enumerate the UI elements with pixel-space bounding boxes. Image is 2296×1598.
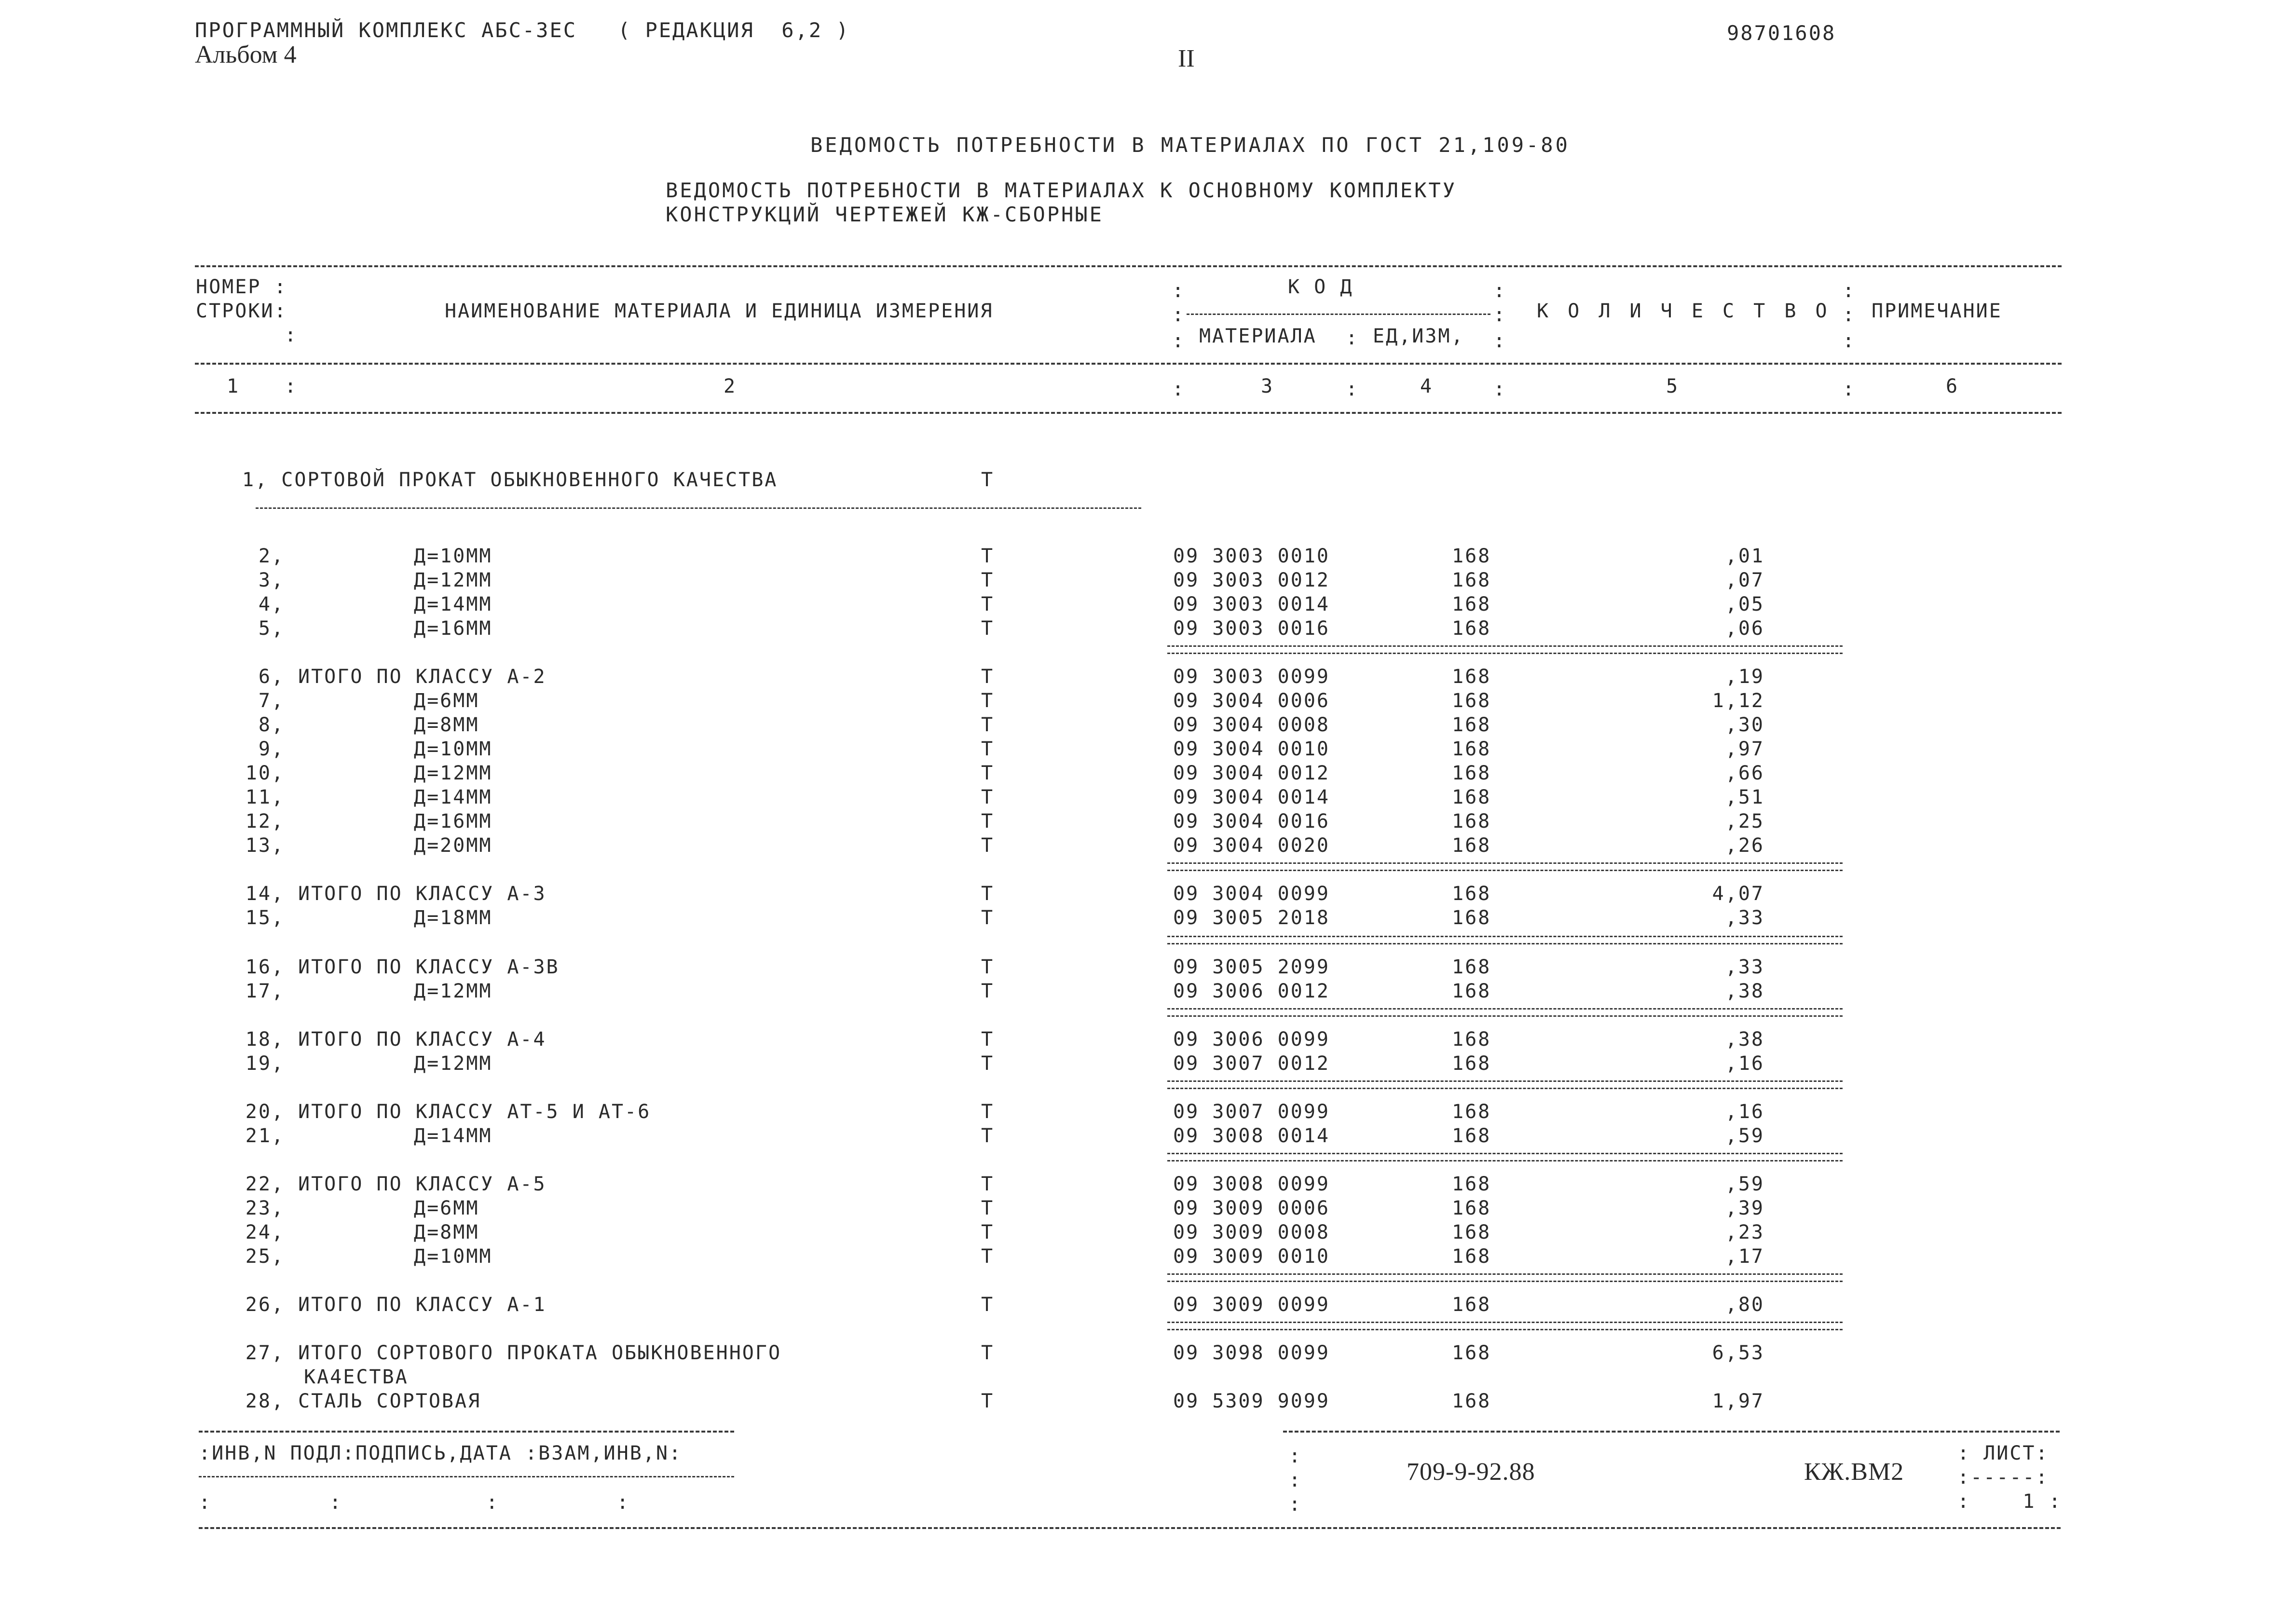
- quantity-value: ,07: [1725, 569, 1764, 591]
- sheet-mark: КЖ.ВМ2: [1804, 1458, 1904, 1486]
- quantity-value: ,16: [1725, 1052, 1764, 1075]
- unit-of-measure: Т: [981, 545, 995, 567]
- signature-block-row: : : : :: [199, 1491, 630, 1514]
- row-number: 26,: [245, 1294, 285, 1316]
- material-name: ИТОГО ПО КЛАССУ А-3В: [298, 956, 560, 978]
- table-row: [0, 569, 2296, 593]
- subtotal-double-rule: [1167, 1153, 1843, 1161]
- material-code: 09 3003 0099: [1173, 666, 1330, 688]
- table-row: [0, 1173, 2296, 1197]
- unit-code: 168: [1452, 956, 1491, 978]
- material-code: 09 3005 2018: [1173, 907, 1330, 929]
- unit-code: 168: [1452, 1342, 1491, 1364]
- page-number: II: [1178, 45, 1195, 72]
- material-name: Д=20ММ: [414, 834, 492, 857]
- table-row: [0, 1342, 2296, 1388]
- material-code: 09 3004 0020: [1173, 834, 1330, 857]
- row-number: 9,: [258, 738, 285, 760]
- material-code: 09 3004 0016: [1173, 810, 1330, 833]
- header-col-sep-1a: :: [1172, 280, 1186, 302]
- header-middle-rule: [195, 363, 2062, 365]
- table-row: [0, 593, 2296, 617]
- material-name: Д=12ММ: [414, 569, 492, 591]
- unit-code: 168: [1452, 1294, 1491, 1316]
- subtotal-double-rule: [1167, 936, 1843, 944]
- material-code: 09 3007 0099: [1173, 1101, 1330, 1123]
- material-code: 09 5309 9099: [1173, 1390, 1330, 1412]
- row-number: 24,: [245, 1221, 285, 1243]
- col-number-sep-3: :: [1346, 378, 1359, 400]
- unit-code: 168: [1452, 617, 1491, 640]
- row-number: 12,: [245, 810, 285, 833]
- table-row: [0, 690, 2296, 714]
- col-number-sep-4: :: [1493, 378, 1507, 400]
- material-name: ИТОГО ПО КЛАССУ А-5: [298, 1173, 547, 1195]
- table-row: [0, 738, 2296, 762]
- quantity-value: ,39: [1725, 1197, 1764, 1219]
- subtotal-double-rule: [1167, 645, 1843, 654]
- unit-code: 168: [1452, 762, 1491, 784]
- material-name: ИТОГО ПО КЛАССУ А-2: [298, 666, 547, 688]
- material-name: Д=14ММ: [414, 786, 492, 808]
- table-row: [0, 980, 2296, 1004]
- row-number: 20,: [245, 1101, 285, 1123]
- header-code-sep: :: [1346, 327, 1359, 349]
- unit-of-measure: Т: [981, 956, 995, 978]
- material-name: Д=14ММ: [414, 1125, 492, 1147]
- row-number: 13,: [245, 834, 285, 857]
- header-col-sep-1b: :: [1172, 304, 1186, 326]
- quantity-value: ,25: [1725, 810, 1764, 833]
- unit-of-measure: Т: [981, 1197, 995, 1219]
- material-code: 09 3007 0012: [1173, 1052, 1330, 1075]
- material-name: Д=16ММ: [414, 617, 492, 640]
- material-code: 09 3008 0099: [1173, 1173, 1330, 1195]
- material-name: Д=12ММ: [414, 980, 492, 1002]
- sheet-label: : ЛИСТ:: [1957, 1442, 2049, 1464]
- document-subtitle-line1: ВЕДОМОСТЬ ПОТРЕБНОСТИ В МАТЕРИАЛАХ К ОСНОВНОМУ КОМПЛЕКТУ: [666, 178, 1457, 202]
- row-number: 4,: [258, 593, 285, 615]
- unit-code: 168: [1452, 883, 1491, 905]
- unit-code: 168: [1452, 1197, 1491, 1219]
- row-number: 5,: [258, 617, 285, 640]
- header-col-sep-2b: :: [1493, 304, 1507, 326]
- table-row: [0, 714, 2296, 738]
- col-number-sep-5: :: [1843, 378, 1856, 400]
- table-row: [0, 786, 2296, 810]
- unit-code: 168: [1452, 907, 1491, 929]
- quantity-value: ,01: [1725, 545, 1764, 567]
- quantity-value: ,06: [1725, 617, 1764, 640]
- table-row: [0, 956, 2296, 980]
- table-row: [0, 545, 2296, 569]
- quantity-value: ,30: [1725, 714, 1764, 736]
- material-code: 09 3004 0099: [1173, 883, 1330, 905]
- material-name: ИТОГО СОРТОВОГО ПРОКАТА ОБЫКНОВЕННОГО: [298, 1342, 782, 1364]
- unit-of-measure: Т: [981, 690, 995, 712]
- row-number: 18,: [245, 1028, 285, 1051]
- material-code: 09 3004 0014: [1173, 786, 1330, 808]
- unit-code: 168: [1452, 1245, 1491, 1268]
- unit-code: 168: [1452, 666, 1491, 688]
- quantity-value: 1,97: [1712, 1390, 1764, 1412]
- material-code: 09 3004 0010: [1173, 738, 1330, 760]
- subtotal-double-rule: [1167, 1322, 1843, 1330]
- header-row-no-line1: НОМЕР :: [196, 276, 287, 298]
- table-header-top-rule: [195, 265, 2062, 267]
- unit-code: 168: [1452, 834, 1491, 857]
- quantity-value: ,59: [1725, 1125, 1764, 1147]
- row-number: 25,: [245, 1245, 285, 1268]
- sheet-separator: :-----:: [1957, 1466, 2049, 1489]
- quantity-value: ,26: [1725, 834, 1764, 857]
- quantity-value: ,59: [1725, 1173, 1764, 1195]
- col-number-1: 1: [227, 375, 240, 397]
- sheet-number: : 1 :: [1957, 1490, 2062, 1513]
- material-name: ИТОГО ПО КЛАССУ АТ-5 И АТ-6: [298, 1101, 651, 1123]
- unit-of-measure: Т: [981, 1221, 995, 1243]
- unit-code: 168: [1452, 810, 1491, 833]
- stamp-sep-c: :: [1289, 1493, 1302, 1516]
- quantity-value: ,19: [1725, 666, 1764, 688]
- material-name: Д=8ММ: [414, 1221, 479, 1243]
- header-code-material: МАТЕРИАЛА: [1199, 325, 1317, 347]
- unit-code: 168: [1452, 545, 1491, 567]
- material-code: 09 3005 2099: [1173, 956, 1330, 978]
- unit-of-measure: Т: [981, 1390, 995, 1412]
- material-name: Д=8ММ: [414, 714, 479, 736]
- row-number: 8,: [258, 714, 285, 736]
- material-code: 09 3006 0099: [1173, 1028, 1330, 1051]
- unit-of-measure: Т: [981, 980, 995, 1002]
- row-number: 15,: [245, 907, 285, 929]
- table-row: [0, 1101, 2296, 1125]
- material-name: ИТОГО ПО КЛАССУ А-1: [298, 1294, 547, 1316]
- material-code: 09 3009 0099: [1173, 1294, 1330, 1316]
- unit-of-measure: Т: [981, 786, 995, 808]
- program-line: ПРОГРАММНЫЙ КОМПЛЕКС АБС-3ЕС ( РЕДАКЦИЯ 6,2 ): [195, 18, 850, 42]
- quantity-value: ,33: [1725, 907, 1764, 929]
- unit-code: 168: [1452, 738, 1491, 760]
- header-col-sep-3c: :: [1843, 330, 1856, 352]
- col-number-3: 3: [1261, 375, 1274, 397]
- unit-code: 168: [1452, 690, 1491, 712]
- material-name: СТАЛЬ СОРТОВАЯ: [298, 1390, 481, 1412]
- unit-of-measure: Т: [981, 1052, 995, 1075]
- material-code: 09 3004 0006: [1173, 690, 1330, 712]
- unit-code: 168: [1452, 1390, 1491, 1412]
- quantity-value: ,51: [1725, 786, 1764, 808]
- material-code: 09 3004 0012: [1173, 762, 1330, 784]
- unit-of-measure: Т: [981, 762, 995, 784]
- table-row: [0, 1390, 2296, 1414]
- material-code: 09 3098 0099: [1173, 1342, 1330, 1364]
- unit-code: 168: [1452, 569, 1491, 591]
- row-number: 19,: [245, 1052, 285, 1075]
- subtotal-double-rule: [1167, 862, 1843, 871]
- unit-of-measure: Т: [981, 593, 995, 615]
- unit-code: 168: [1452, 1173, 1491, 1195]
- quantity-value: ,16: [1725, 1101, 1764, 1123]
- header-bottom-rule: [195, 412, 2062, 414]
- unit-of-measure: Т: [981, 810, 995, 833]
- subtotal-double-rule: [1167, 1080, 1843, 1089]
- row-number: 27,: [245, 1342, 285, 1364]
- unit-of-measure: Т: [981, 1342, 995, 1364]
- quantity-value: 1,12: [1712, 690, 1764, 712]
- col-number-sep-1: :: [285, 375, 298, 397]
- header-code-unit: ЕД,ИЗМ,: [1373, 325, 1464, 347]
- material-code: 09 3004 0008: [1173, 714, 1330, 736]
- row-number: 28,: [245, 1390, 285, 1412]
- row-number: 10,: [245, 762, 285, 784]
- material-name: ИТОГО ПО КЛАССУ А-4: [298, 1028, 547, 1051]
- col-number-2: 2: [724, 375, 737, 397]
- row-number: 14,: [245, 883, 285, 905]
- table-row: [0, 883, 2296, 907]
- unit-code: 168: [1452, 980, 1491, 1002]
- header-material-name: НАИМЕНОВАНИЕ МАТЕРИАЛА И ЕДИНИЦА ИЗМЕРЕНИЯ: [445, 300, 994, 322]
- material-code: 09 3008 0014: [1173, 1125, 1330, 1147]
- quantity-value: ,97: [1725, 738, 1764, 760]
- document-number: 98701608: [1727, 21, 1836, 45]
- header-col-sep-2c: :: [1493, 330, 1507, 352]
- header-row-no-line2: СТРОКИ:: [196, 300, 287, 322]
- material-code: 09 3003 0010: [1173, 545, 1330, 567]
- quantity-value: ,33: [1725, 956, 1764, 978]
- col-number-5: 5: [1666, 375, 1680, 397]
- signature-block-header: :ИНВ,N ПОДЛ:ПОДПИСЬ,ДАТА :ВЗАМ,ИНВ,N:: [199, 1442, 683, 1464]
- unit-of-measure: Т: [981, 714, 995, 736]
- material-name: Д=10ММ: [414, 1245, 492, 1268]
- table-row: [0, 666, 2296, 690]
- drawing-code: 709-9-92.88: [1407, 1458, 1535, 1486]
- unit-of-measure: Т: [981, 1101, 995, 1123]
- section-title-underline: [256, 507, 1141, 509]
- quantity-value: ,80: [1725, 1294, 1764, 1316]
- unit-code: 168: [1452, 1221, 1491, 1243]
- material-name: Д=18ММ: [414, 907, 492, 929]
- col-number-4: 4: [1420, 375, 1434, 397]
- header-row-no-line3: :: [285, 324, 298, 346]
- row-number: 6,: [258, 666, 285, 688]
- table-row: [0, 1028, 2296, 1052]
- row-number: 7,: [258, 690, 285, 712]
- unit-of-measure: Т: [981, 1125, 995, 1147]
- unit-of-measure: Т: [981, 883, 995, 905]
- material-name: Д=12ММ: [414, 762, 492, 784]
- unit-code: 168: [1452, 1125, 1491, 1147]
- material-code: 09 3009 0008: [1173, 1221, 1330, 1243]
- footer-bottom-rule: [199, 1527, 2061, 1529]
- quantity-value: ,23: [1725, 1221, 1764, 1243]
- row-number: 3,: [258, 569, 285, 591]
- header-col-sep-3b: :: [1843, 304, 1856, 326]
- material-name: Д=12ММ: [414, 1052, 492, 1075]
- quantity-value: 4,07: [1712, 883, 1764, 905]
- quantity-value: ,66: [1725, 762, 1764, 784]
- material-name: Д=6ММ: [414, 1197, 479, 1219]
- quantity-value: ,05: [1725, 593, 1764, 615]
- col-number-6: 6: [1946, 375, 1959, 397]
- album-label: Альбом 4: [195, 41, 297, 68]
- material-code: 09 3003 0016: [1173, 617, 1330, 640]
- unit-of-measure: Т: [981, 1294, 995, 1316]
- material-name-continued: КА4ЕСТВА: [304, 1366, 409, 1388]
- unit-of-measure: Т: [981, 907, 995, 929]
- row-number: 17,: [245, 980, 285, 1002]
- unit-code: 168: [1452, 1101, 1491, 1123]
- material-code: 09 3009 0006: [1173, 1197, 1330, 1219]
- table-row: [0, 1245, 2296, 1270]
- col-number-sep-2: :: [1172, 378, 1186, 400]
- unit-of-measure: Т: [981, 834, 995, 857]
- signature-block-divider: [199, 1476, 734, 1477]
- unit-code: 168: [1452, 1028, 1491, 1051]
- section-title: 1, СОРТОВОЙ ПРОКАТ ОБЫКНОВЕННОГО КАЧЕСТВА: [242, 469, 778, 491]
- unit-of-measure: Т: [981, 617, 995, 640]
- material-code: 09 3009 0010: [1173, 1245, 1330, 1268]
- material-name: Д=10ММ: [414, 545, 492, 567]
- material-code: 09 3006 0012: [1173, 980, 1330, 1002]
- header-col-sep-1c: :: [1172, 330, 1186, 352]
- table-row: [0, 1052, 2296, 1077]
- header-code-divider: [1187, 314, 1490, 315]
- footer-top-rule-right: [1283, 1431, 2060, 1433]
- material-name: ИТОГО ПО КЛАССУ А-3: [298, 883, 547, 905]
- unit-of-measure: Т: [981, 1245, 995, 1268]
- quantity-value: ,38: [1725, 1028, 1764, 1051]
- row-number: 23,: [245, 1197, 285, 1219]
- table-row: [0, 617, 2296, 642]
- table-row: [0, 810, 2296, 834]
- unit-of-measure: Т: [981, 666, 995, 688]
- header-note: ПРИМЕЧАНИЕ: [1872, 300, 2002, 322]
- header-col-sep-2a: :: [1493, 280, 1507, 302]
- stamp-sep-b: :: [1289, 1469, 1302, 1491]
- table-row: [0, 1221, 2296, 1245]
- table-row: [0, 1197, 2296, 1221]
- material-code: 09 3003 0014: [1173, 593, 1330, 615]
- material-name: Д=16ММ: [414, 810, 492, 833]
- unit-code: 168: [1452, 786, 1491, 808]
- header-quantity: К О Л И Ч Е С Т В О: [1537, 300, 1831, 322]
- row-number: 22,: [245, 1173, 285, 1195]
- table-row: [0, 907, 2296, 931]
- quantity-value: ,38: [1725, 980, 1764, 1002]
- quantity-value: ,17: [1725, 1245, 1764, 1268]
- table-row: [0, 834, 2296, 859]
- quantity-value: 6,53: [1712, 1342, 1764, 1364]
- material-name: Д=6ММ: [414, 690, 479, 712]
- material-name: Д=14ММ: [414, 593, 492, 615]
- document-subtitle-line2: КОНСТРУКЦИЙ ЧЕРТЕЖЕЙ КЖ-СБОРНЫЕ: [666, 203, 1104, 226]
- unit-of-measure: Т: [981, 1028, 995, 1051]
- unit-of-measure: Т: [981, 1173, 995, 1195]
- unit-of-measure: Т: [981, 738, 995, 760]
- unit-code: 168: [1452, 1052, 1491, 1075]
- unit-code: 168: [1452, 593, 1491, 615]
- table-row: [0, 1125, 2296, 1149]
- row-number: 2,: [258, 545, 285, 567]
- document-title: ВЕДОМОСТЬ ПОТРЕБНОСТИ В МАТЕРИАЛАХ ПО ГОСТ 21,109-80: [810, 133, 1570, 157]
- row-number: 11,: [245, 786, 285, 808]
- material-code: 09 3003 0012: [1173, 569, 1330, 591]
- header-col-sep-3a: :: [1843, 280, 1856, 302]
- row-number: 16,: [245, 956, 285, 978]
- section-title-unit: Т: [981, 469, 995, 491]
- footer-top-rule: [199, 1431, 734, 1433]
- unit-code: 168: [1452, 714, 1491, 736]
- material-name: Д=10ММ: [414, 738, 492, 760]
- stamp-sep-a: :: [1289, 1445, 1302, 1467]
- row-number: 21,: [245, 1125, 285, 1147]
- subtotal-double-rule: [1167, 1273, 1843, 1282]
- table-row: [0, 762, 2296, 786]
- unit-of-measure: Т: [981, 569, 995, 591]
- header-code-group: К О Д: [1288, 276, 1353, 298]
- table-row: [0, 1294, 2296, 1318]
- subtotal-double-rule: [1167, 1008, 1843, 1017]
